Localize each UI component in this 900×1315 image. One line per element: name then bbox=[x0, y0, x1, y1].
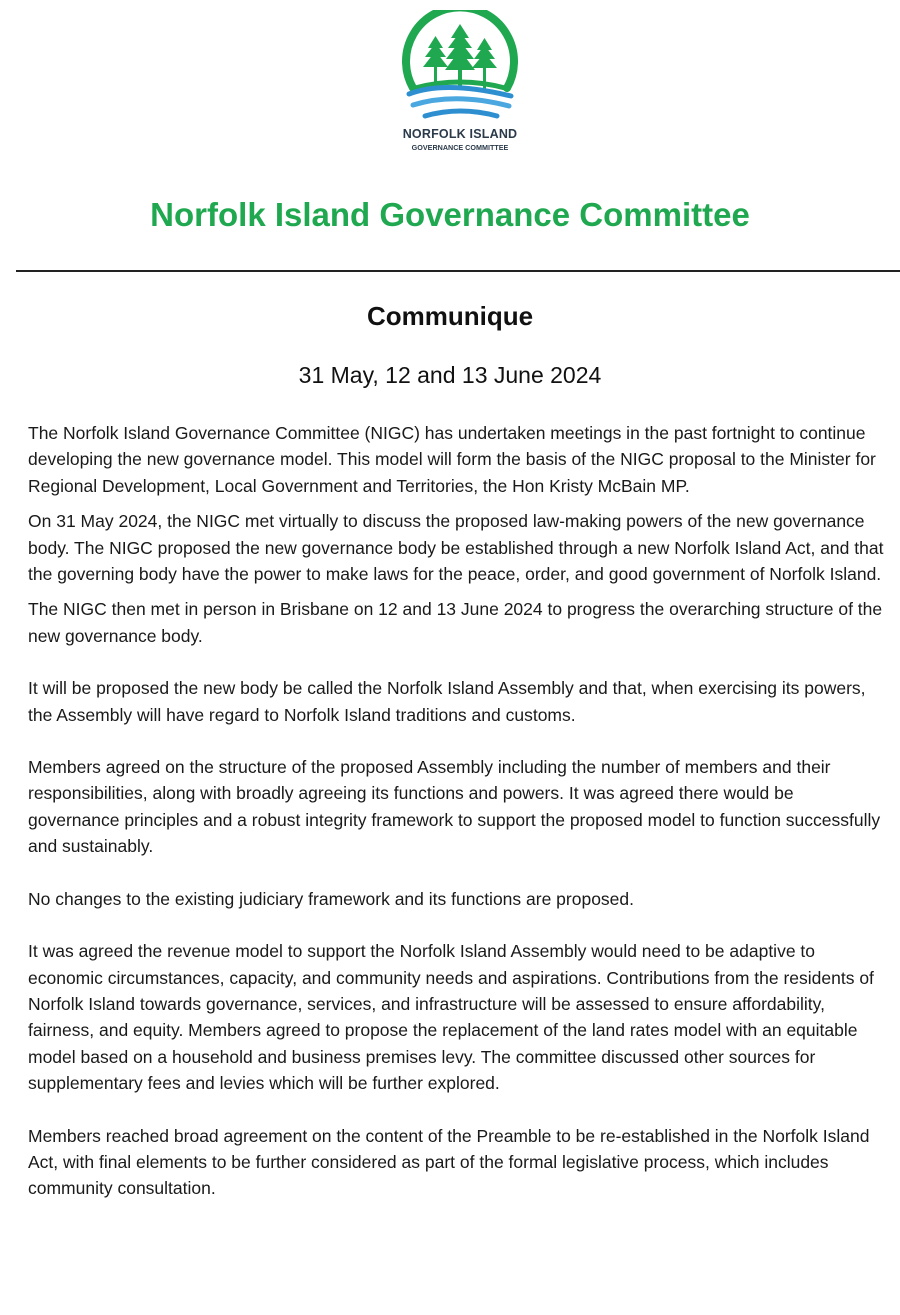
paragraph: Members reached broad agreement on the content of the Preamble to be re-established in the Norfolk Island Act, with final elements to be further considered as part of the formal legislative process, which includes community consultation. bbox=[28, 1125, 870, 1199]
communique-body bbox=[28, 420, 888, 1202]
pine-trees-waves-emblem bbox=[395, 10, 525, 128]
committee-logo bbox=[395, 10, 525, 160]
paragraph: The NIGC then met in person in Brisbane on 12 and 13 June 2024 to progress the overarching structure of the new governance body. bbox=[28, 599, 883, 646]
communique-date: 31 May, 12 and 13 June 2024 bbox=[298, 362, 602, 388]
paragraph: It will be proposed the new body be called the Norfolk Island Assembly and that, when exercising its powers, the Assembly will have regard to Norfolk Island traditions and customs. bbox=[28, 678, 866, 725]
communique-heading: Communique bbox=[366, 301, 534, 331]
logo-text-line2: GOVERNANCE COMMITTEE bbox=[411, 143, 509, 152]
logo-text-line1: NORFOLK ISLAND bbox=[402, 127, 518, 141]
paragraph: The Norfolk Island Governance Committee (NIGC) has undertaken meetings in the past fortnight to continue developing the new governance model. This model will form the basis of the NIGC proposal to the Minister for Regional Development, Local Government and Territories, the Hon Kristy McBain MP. bbox=[28, 423, 876, 496]
document-title: Norfolk Island Governance Committee bbox=[150, 196, 750, 233]
paragraph: Members agreed on the structure of the proposed Assembly including the number of members and their responsibilities, along with broadly agreeing its functions and powers. It was agreed there would be governance principles and a robust integrity framework to support the proposed model to function successfully and sustainably. bbox=[28, 757, 881, 857]
title-divider bbox=[16, 270, 900, 272]
paragraph: No changes to the existing judiciary framework and its functions are proposed. bbox=[28, 888, 635, 909]
paragraph: On 31 May 2024, the NIGC met virtually to discuss the proposed law-making powers of the new governance body. The NIGC proposed the new governance body be established through a new Norfolk Island Act, and that the governing body have the power to make laws for the peace, order, and good government of Norfolk Island. bbox=[28, 511, 884, 585]
paragraph: It was agreed the revenue model to support the Norfolk Island Assembly would need to be adaptive to economic circumstances, capacity, and community needs and aspirations. Contributions from the residents of Norfolk Island towards governance, services, and infrastructure will be assessed to ensure affordability, fairness, and equity. Members agreed to propose the replacement of the land rates model with an equitable model based on a household and business premises levy. The committee discussed other sources for supplementary fees and levies which will be further explored. bbox=[28, 941, 874, 1094]
